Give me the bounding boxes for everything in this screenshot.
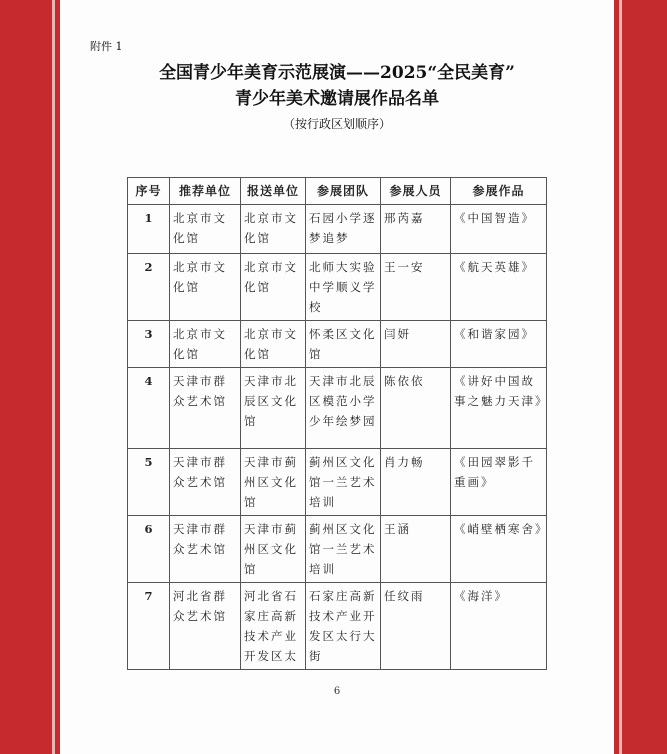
cell-recommender: 天津市群众艺术馆 [170,449,241,516]
cell-members: 王涵 [381,516,451,583]
cell-work: 《中国智造》 [451,205,547,254]
cell-team: 蓟州区文化馆一兰艺术培训 [306,449,381,516]
cell-submitter: 北京市文化馆 [241,321,306,368]
cell-seq: 7 [128,583,170,670]
cell-recommender: 河北省群众艺术馆 [170,583,241,670]
cell-members: 王一安 [381,254,451,321]
table-row [128,516,547,583]
document-title-line1: 全国青少年美育示范展演——2025“全民美育” [159,63,515,83]
cell-team: 石园小学逐梦追梦 [306,205,381,254]
table-row [128,205,547,254]
cell-seq: 3 [128,321,170,368]
cell-work: 《航天英雄》 [451,254,547,321]
cell-team: 怀柔区文化馆 [306,321,381,368]
cell-work: 《讲好中国故事之魅力天津》 [451,368,547,449]
cell-seq: 5 [128,449,170,516]
cell-work: 《田园翠影千重画》 [451,449,547,516]
cell-team: 石家庄高新技术产业开发区太行大街 [306,583,381,670]
page-number: 6 [333,686,341,697]
header-work: 参展作品 [451,178,547,205]
cell-recommender: 北京市文化馆 [170,321,241,368]
table-row [128,368,547,449]
table-header-row [128,178,547,205]
cell-team: 天津市北辰区模范小学少年绘梦园 [306,368,381,449]
cell-recommender: 天津市群众艺术馆 [170,368,241,449]
cell-members: 闫妍 [381,321,451,368]
cell-members: 邢芮嘉 [381,205,451,254]
cell-submitter: 天津市北辰区文化馆 [241,368,306,449]
right-border-rule [619,0,622,754]
cell-seq: 1 [128,205,170,254]
cell-seq: 2 [128,254,170,321]
cell-members: 陈依依 [381,368,451,449]
header-recommender: 推荐单位 [170,178,241,205]
cell-submitter: 河北省石家庄高新技术产业开发区太 [241,583,306,670]
cell-seq: 4 [128,368,170,449]
cell-members: 任纹雨 [381,583,451,670]
document-title-line2: 青少年美术邀请展作品名单 [235,89,439,109]
table-row [128,449,547,516]
cell-team: 北师大实验中学顺义学校 [306,254,381,321]
cell-team: 蓟州区文化馆一兰艺术培训 [306,516,381,583]
header-team: 参展团队 [306,178,381,205]
cell-recommender: 北京市文化馆 [170,254,241,321]
header-submitter: 报送单位 [241,178,306,205]
cell-members: 肖力畅 [381,449,451,516]
table-row [128,321,547,368]
table-row [128,583,547,670]
cell-work: 《和谐家园》 [451,321,547,368]
cell-work: 《峭壁栖寒舍》 [451,516,547,583]
attachment-label: 附件 1 [90,40,123,53]
header-seq: 序号 [128,178,170,205]
cell-submitter: 北京市文化馆 [241,205,306,254]
left-red-border [0,0,60,754]
works-table [127,177,547,670]
cell-recommender: 北京市文化馆 [170,205,241,254]
cell-submitter: 天津市蓟州区文化馆 [241,449,306,516]
left-border-rule [52,0,55,754]
document-subtitle: （按行政区划顺序） [282,117,391,131]
cell-submitter: 北京市文化馆 [241,254,306,321]
cell-seq: 6 [128,516,170,583]
cell-work: 《海洋》 [451,583,547,670]
cell-submitter: 天津市蓟州区文化馆 [241,516,306,583]
header-members: 参展人员 [381,178,451,205]
cell-recommender: 天津市群众艺术馆 [170,516,241,583]
table-row [128,254,547,321]
